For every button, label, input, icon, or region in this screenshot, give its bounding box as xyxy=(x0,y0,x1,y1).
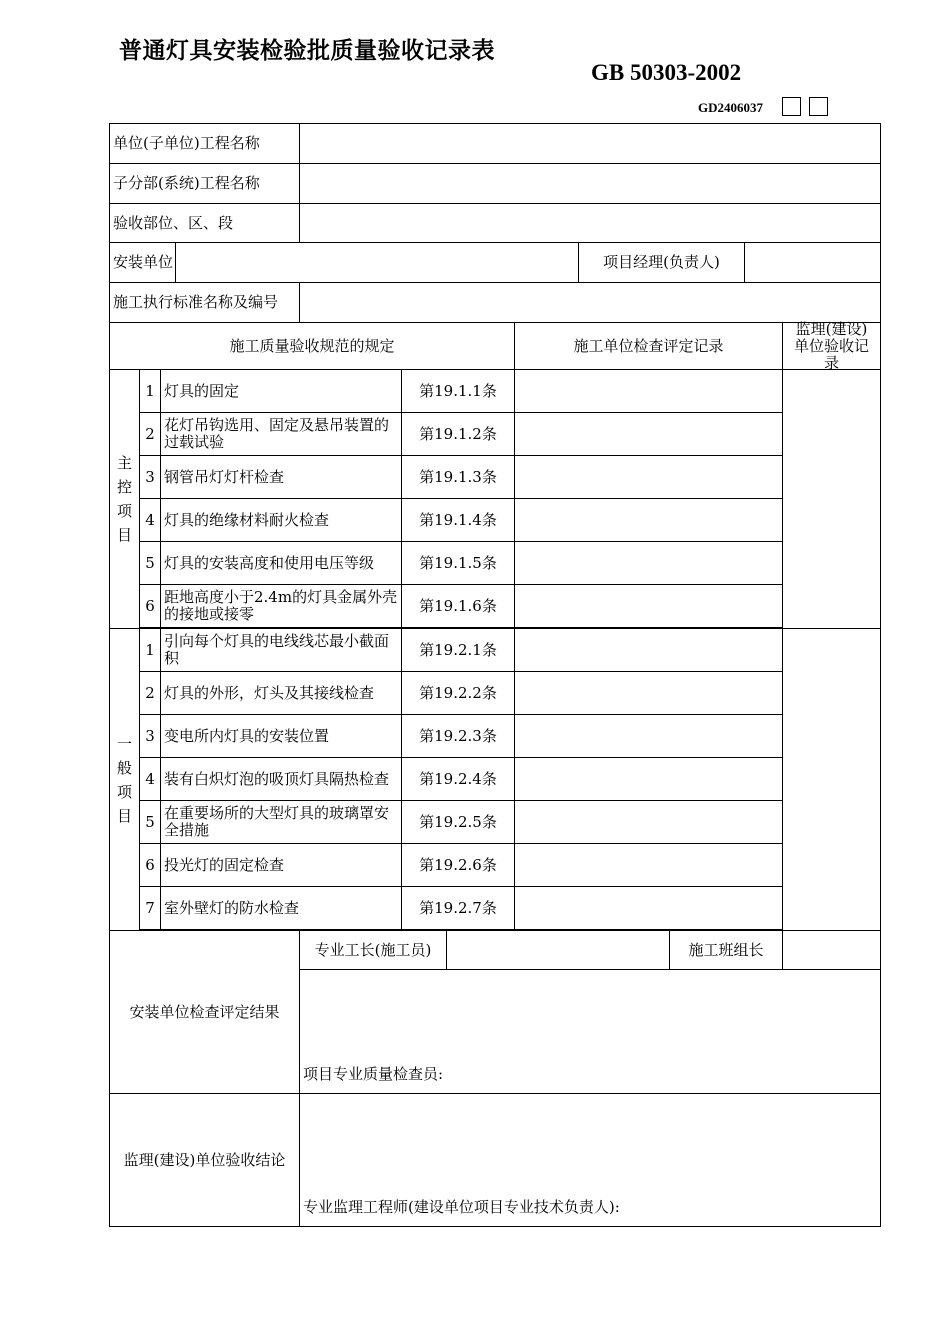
sub-name-field[interactable] xyxy=(299,163,881,204)
item-record-field[interactable] xyxy=(514,800,783,844)
item-number: 2 xyxy=(139,671,161,715)
item-number: 6 xyxy=(139,584,161,628)
supervisor-header: 监理(建设)单位验收记录 xyxy=(782,322,881,370)
general-supervisor-field[interactable] xyxy=(782,628,881,931)
item-number: 7 xyxy=(139,886,161,930)
item-number: 3 xyxy=(139,455,161,499)
manager-label: 项目经理(负责人) xyxy=(578,242,745,283)
item-number: 1 xyxy=(139,628,161,672)
item-clause: 第19.2.3条 xyxy=(401,714,515,758)
supervisor-conclusion-field[interactable] xyxy=(299,1093,881,1227)
spec-header: 施工质量验收规范的规定 xyxy=(109,322,515,370)
install-result-label: 安装单位检查评定结果 xyxy=(109,930,300,1094)
main-supervisor-field[interactable] xyxy=(782,369,881,629)
standard-name-label: 施工执行标准名称及编号 xyxy=(109,282,300,323)
item-clause: 第19.1.6条 xyxy=(401,584,515,628)
item-record-field[interactable] xyxy=(514,757,783,801)
sub-name-label: 子分部(系统)工程名称 xyxy=(109,163,300,204)
install-unit-field[interactable] xyxy=(175,242,579,283)
foreman-label: 专业工长(施工员) xyxy=(299,930,447,970)
item-clause: 第19.2.7条 xyxy=(401,886,515,930)
item-clause: 第19.1.3条 xyxy=(401,455,515,499)
location-label: 验收部位、区、段 xyxy=(109,203,300,243)
manager-field[interactable] xyxy=(744,242,881,283)
team-leader-label: 施工班组长 xyxy=(669,930,783,970)
item-clause: 第19.1.5条 xyxy=(401,541,515,585)
item-number: 4 xyxy=(139,757,161,801)
item-description: 灯具的固定 xyxy=(160,369,402,413)
item-description: 投光灯的固定检查 xyxy=(160,843,402,887)
unit-name-label: 单位(子单位)工程名称 xyxy=(109,123,300,164)
item-clause: 第19.2.6条 xyxy=(401,843,515,887)
item-description: 钢管吊灯灯杆检查 xyxy=(160,455,402,499)
item-description: 灯具的外形，灯头及其接线检查 xyxy=(160,671,402,715)
item-description: 花灯吊钩选用、固定及悬吊装置的过载试验 xyxy=(160,412,402,456)
record-header: 施工单位检查评定记录 xyxy=(514,322,783,370)
item-record-field[interactable] xyxy=(514,843,783,887)
item-record-field[interactable] xyxy=(514,498,783,542)
form-code: GD2406037 xyxy=(698,100,763,115)
item-number: 3 xyxy=(139,714,161,758)
item-description: 装有白炽灯泡的吸顶灯具隔热检查 xyxy=(160,757,402,801)
install-unit-label: 安装单位 xyxy=(109,242,176,283)
install-result-field[interactable] xyxy=(299,969,881,1094)
item-description: 在重要场所的大型灯具的玻璃罩安全措施 xyxy=(160,800,402,844)
item-number: 5 xyxy=(139,800,161,844)
item-description: 距地高度小于2.4m的灯具金属外壳的接地或接零 xyxy=(160,584,402,628)
item-description: 变电所内灯具的安装位置 xyxy=(160,714,402,758)
item-clause: 第19.2.2条 xyxy=(401,671,515,715)
item-clause: 第19.2.1条 xyxy=(401,628,515,672)
main-items-label: 主控项目 xyxy=(117,454,133,544)
general-items-label: 一般项目 xyxy=(117,734,133,825)
item-number: 1 xyxy=(139,369,161,413)
supervisor-engineer-label: 专业监理工程师(建设单位项目专业技术负责人): xyxy=(303,1198,620,1216)
item-number: 4 xyxy=(139,498,161,542)
item-record-field[interactable] xyxy=(514,369,783,413)
item-clause: 第19.2.5条 xyxy=(401,800,515,844)
item-description: 灯具的安装高度和使用电压等级 xyxy=(160,541,402,585)
item-record-field[interactable] xyxy=(514,584,783,628)
item-clause: 第19.2.4条 xyxy=(401,757,515,801)
quality-inspector-label: 项目专业质量检查员: xyxy=(303,1065,444,1083)
unit-name-field[interactable] xyxy=(299,123,881,164)
item-record-field[interactable] xyxy=(514,412,783,456)
item-record-field[interactable] xyxy=(514,628,783,672)
supervisor-conclusion-label: 监理(建设)单位验收结论 xyxy=(109,1093,300,1227)
item-clause: 第19.1.2条 xyxy=(401,412,515,456)
item-description: 引向每个灯具的电线线芯最小截面积 xyxy=(160,628,402,672)
main-items-label-cell xyxy=(109,369,140,629)
team-leader-field[interactable] xyxy=(782,930,881,970)
form-title: 普通灯具安装检验批质量验收记录表 xyxy=(119,37,495,64)
item-number: 2 xyxy=(139,412,161,456)
item-clause: 第19.1.1条 xyxy=(401,369,515,413)
location-field[interactable] xyxy=(299,203,881,243)
item-record-field[interactable] xyxy=(514,714,783,758)
item-number: 5 xyxy=(139,541,161,585)
item-record-field[interactable] xyxy=(514,541,783,585)
foreman-field[interactable] xyxy=(446,930,670,970)
item-record-field[interactable] xyxy=(514,455,783,499)
item-clause: 第19.1.4条 xyxy=(401,498,515,542)
general-items-label-cell xyxy=(109,628,140,931)
item-record-field[interactable] xyxy=(514,886,783,930)
standard-name-field[interactable] xyxy=(299,282,881,323)
item-description: 室外壁灯的防水检查 xyxy=(160,886,402,930)
item-number: 6 xyxy=(139,843,161,887)
item-description: 灯具的绝缘材料耐火检查 xyxy=(160,498,402,542)
item-record-field[interactable] xyxy=(514,671,783,715)
standard-number: GB 50303-2002 xyxy=(591,60,742,85)
